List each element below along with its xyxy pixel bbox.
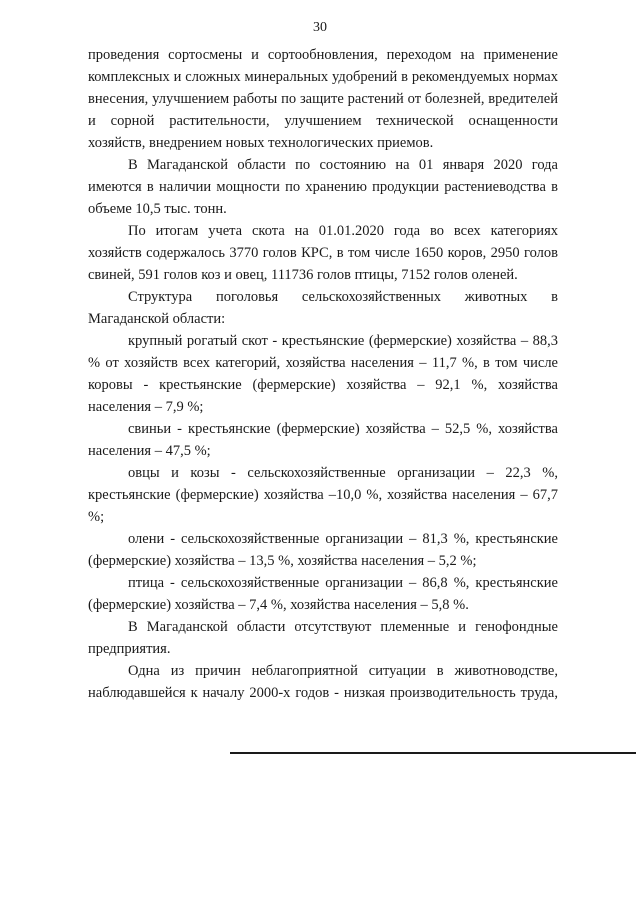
- paragraph-breeding: В Магаданской области отсутствуют племенные и генофондные предприятия.: [88, 619, 558, 657]
- paragraph-structure-heading: Структура поголовья сельскохозяйственных животных в Магаданской области:: [88, 289, 558, 327]
- footer-divider: [230, 752, 636, 754]
- paragraph-storage-capacity: В Магаданской области по состоянию на 01 января 2020 года имеются в наличии мощности по хранению продукции растениеводства в объеме 10,5 тыс. тонн.: [88, 157, 558, 217]
- paragraph-livestock-count: По итогам учета скота на 01.01.2020 года во всех категориях хозяйств содержалось 3770 голов КРС, в том числе 1650 коров, 2950 голов свиней, 591 голов коз и овец, 111736 голов птицы, 7152 голов оленей.: [88, 223, 558, 283]
- paragraph-labor-productivity: Одна из причин неблагоприятной ситуации в животноводстве, наблюдавшейся к началу 2000-х годов - низкая производительность труда,: [88, 663, 558, 701]
- document-body: [88, 44, 558, 704]
- paragraph-crop-measures: проведения сортосмены и сортообновления, переходом на применение комплексных и сложных минеральных удобрений в рекомендуемых нормах внесения, улучшением работы по защите растений от болезней, вредителей и сорной растительности, улучшением технической оснащенности хозяйств, внедрением новых технологических приемов.: [88, 47, 558, 151]
- paragraph-pigs: свиньи - крестьянские (фермерские) хозяйства – 52,5 %, хозяйства населения – 47,5 %;: [88, 421, 558, 459]
- page-number: 30: [313, 20, 327, 35]
- paragraph-cattle: крупный рогатый скот - крестьянские (фермерские) хозяйства – 88,3 % от хозяйств всех категорий, хозяйства населения – 11,7 %, в том числе коровы - крестьянские (фермерские) хозяйства – 92,1 %, хозяйства населения – 7,9 %;: [88, 333, 558, 415]
- paragraph-poultry: птица - сельскохозяйственные организации – 86,8 %, крестьянские (фермерские) хозяйства – 7,4 %, хозяйства населения – 5,8 %.: [88, 575, 558, 613]
- paragraph-reindeer: олени - сельскохозяйственные организации – 81,3 %, крестьянские (фермерские) хозяйства – 13,5 %, хозяйства населения – 5,2 %;: [88, 531, 558, 569]
- paragraph-sheep-goats: овцы и козы - сельскохозяйственные организации – 22,3 %, крестьянские (фермерские) хозяйства –10,0 %, хозяйства населения – 67,7 %;: [88, 465, 558, 525]
